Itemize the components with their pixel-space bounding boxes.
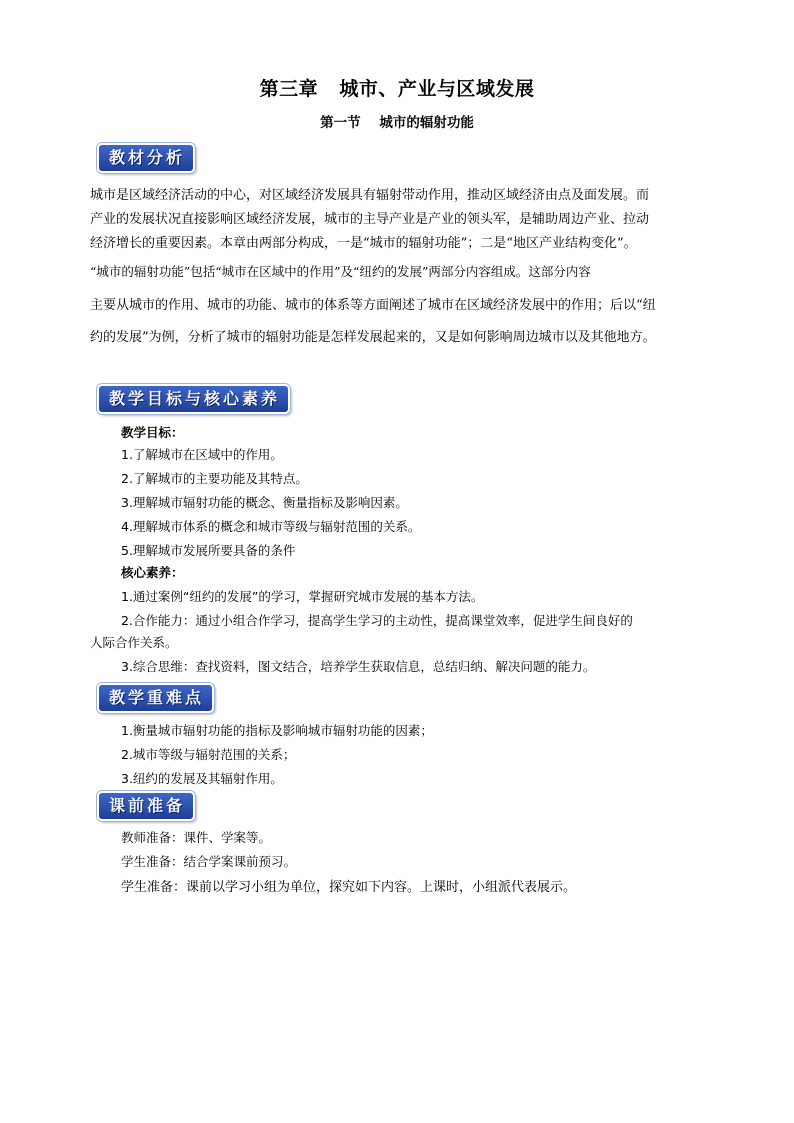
analysis-line: 城市是区域经济活动的中心，对区域经济发展具有辐射带动作用，推动区域经济由点及面发展。而	[90, 188, 650, 203]
key-points-heading-badge: 教学重难点	[97, 683, 214, 713]
literacy-label: 核心素养：	[121, 565, 184, 580]
preparation-item: 学生准备：课前以学习小组为单位，探究如下内容。上课时，小组派代表展示。	[121, 880, 577, 895]
chapter-title: 第三章 城市、产业与区域发展	[259, 78, 535, 100]
section-title: 第一节 城市的辐射功能	[320, 115, 474, 131]
goal-item: 1.了解城市在区域中的作用。	[121, 447, 283, 462]
analysis-line: 约的发展”为例，分析了城市的辐射功能是怎样发展起来的，又是如何影响周边城市以及其他地方。	[90, 330, 656, 345]
analysis-line: “城市的辐射功能”包括“城市在区域中的作用”及“纽约的发展”两部分内容组成。这部分内容	[90, 264, 591, 279]
literacy-item: 人际合作关系。	[90, 635, 178, 650]
preparation-heading-badge: 课前准备	[97, 791, 195, 821]
analysis-line: 产业的发展状况直接影响区域经济发展，城市的主导产业是产业的领头军，是辅助周边产业、拉动	[90, 212, 650, 227]
key-point-item: 3.纽约的发展及其辐射作用。	[121, 771, 283, 786]
literacy-item: 3.综合思维：查找资料，图文结合，培养学生获取信息，总结归纳、解决问题的能力。	[121, 659, 596, 674]
key-point-item: 2.城市等级与辐射范围的关系；	[121, 747, 296, 762]
preparation-item: 教师准备：课件、学案等。	[121, 830, 272, 845]
analysis-line: 经济增长的重要因素。本章由两部分构成，一是“城市的辐射功能”；二是“地区产业结构变化”。	[90, 236, 637, 251]
preparation-item: 学生准备：结合学案课前预习。	[121, 854, 297, 869]
analysis-heading-badge: 教材分析	[97, 143, 195, 173]
goal-item: 5.理解城市发展所要具备的条件	[121, 543, 296, 558]
objectives-heading-badge: 教学目标与核心素养	[97, 384, 290, 414]
key-point-item: 1.衡量城市辐射功能的指标及影响城市辐射功能的因素；	[121, 723, 433, 738]
analysis-line: 主要从城市的作用、城市的功能、城市的体系等方面阐述了城市在区域经济发展中的作用；后以“纽	[90, 298, 656, 313]
goal-item: 3.理解城市辐射功能的概念、衡量指标及影响因素。	[121, 495, 408, 510]
literacy-item: 2.合作能力：通过小组合作学习，提高学生学习的主动性，提高课堂效率，促进学生间良好的	[121, 613, 633, 628]
goal-item: 4.理解城市体系的概念和城市等级与辐射范围的关系。	[121, 519, 421, 534]
goal-item: 2.了解城市的主要功能及其特点。	[121, 471, 308, 486]
goals-label: 教学目标：	[121, 425, 184, 440]
literacy-item: 1.通过案例“纽约的发展”的学习，掌握研究城市发展的基本方法。	[121, 589, 484, 604]
